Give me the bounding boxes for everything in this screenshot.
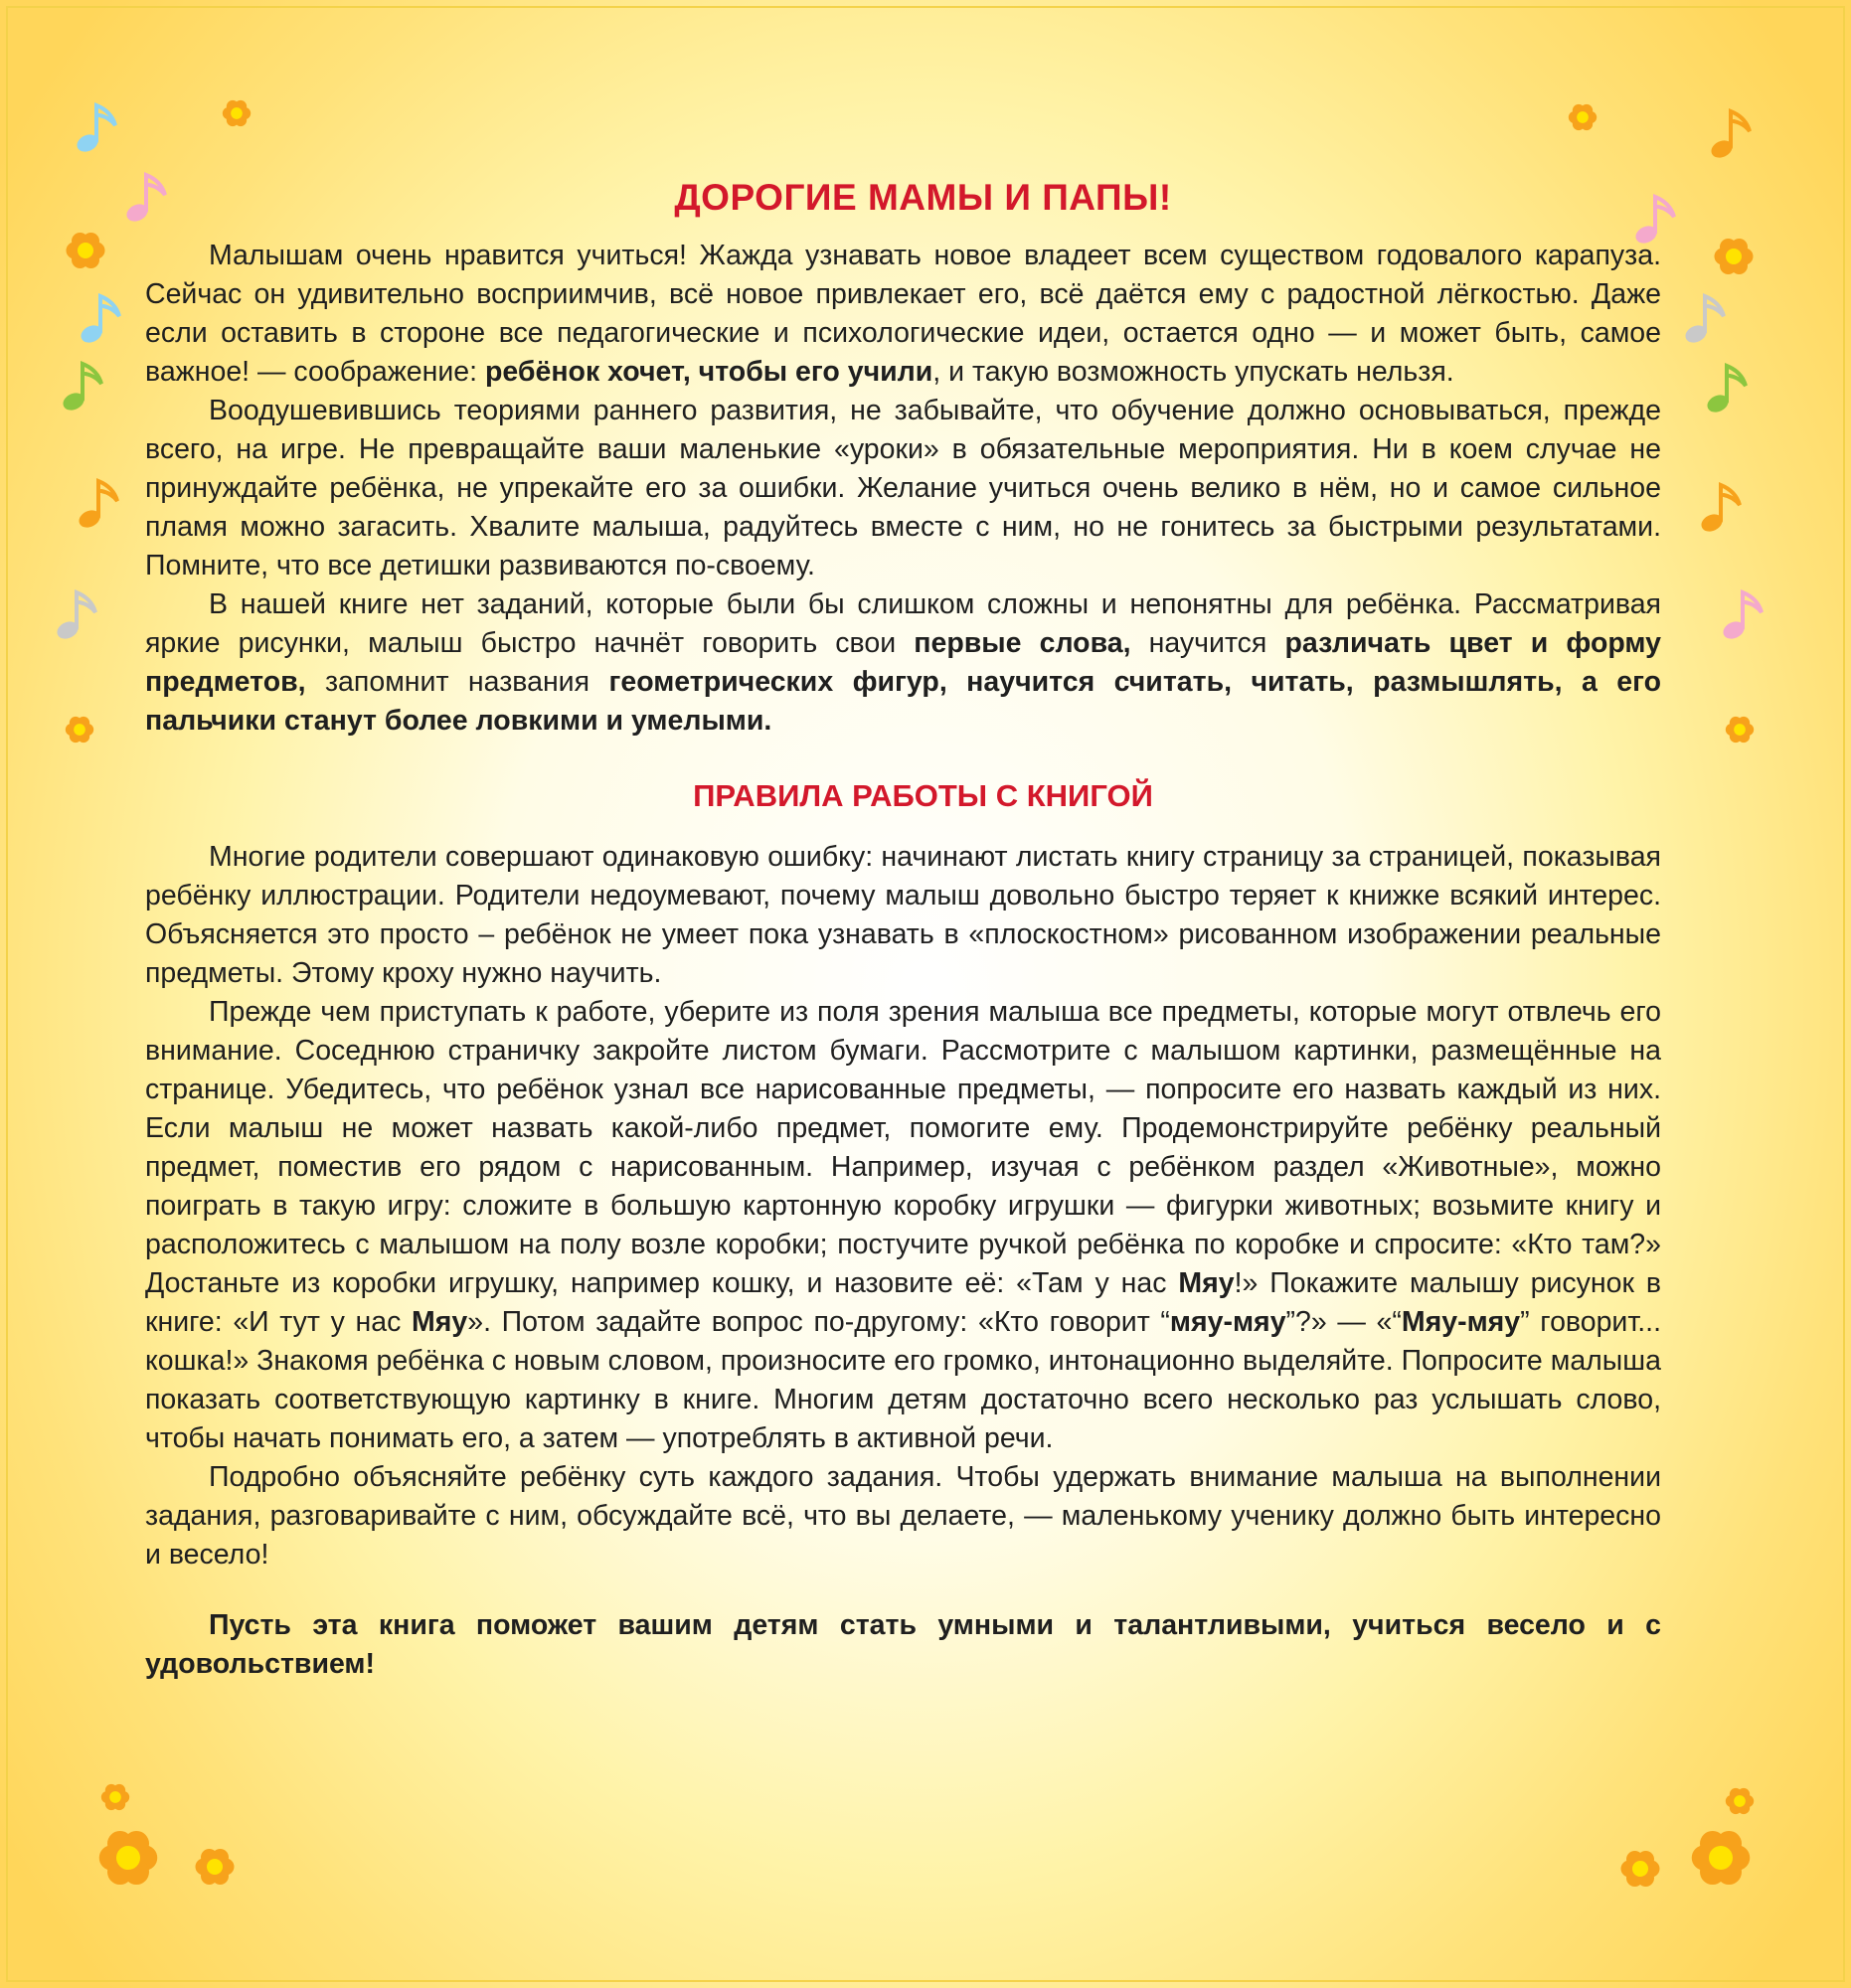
text-run: запомнит названия: [305, 666, 609, 698]
music-note-icon: [76, 288, 125, 348]
text-run: , и такую возможность упускать нельзя.: [932, 356, 1454, 388]
section-title: ПРАВИЛА РАБОТЫ С КНИГОЙ: [693, 778, 1153, 813]
flower-icon: [1712, 235, 1756, 278]
flower-icon: [64, 229, 107, 272]
flower-icon: [1688, 1825, 1754, 1891]
closing-wish: Пусть эта книга поможет вашим детям стать умными и талантливыми, учиться весело и с удовольствием!: [145, 1609, 1661, 1680]
intro-paragraph: [145, 392, 1661, 585]
music-note-icon: [1718, 584, 1767, 644]
music-note-icon: [72, 97, 121, 157]
text-run: Малышам очень нравится учиться! Жажда узнавать новое владеет всем существом годовалого карапуза. Сейчас он удивительно восприимчив, всё новое привлекает его, всё даётся ему с радостной лёгкостью. Даже если оставить в стороне все педагогические и психологические идеи, остается одно — и может быть, самое важное! — соображение:: [145, 240, 1661, 388]
rules-paragraph: [145, 838, 1661, 993]
text-run: научится: [1130, 627, 1285, 659]
flower-icon: [221, 97, 252, 129]
text-run: Многие родители совершают одинаковую ошибку: начинают листать книгу страницу за страницей, показывая ребёнку иллюстрации. Родители недоумевают, почему малыш довольно быстро теряет к книжке всякий интерес. Объясняется это просто – ребёнок не умеет пока узнавать в «плоскостном» рисованном изображении реальные предметы. Этому кроху нужно научить.: [145, 841, 1661, 989]
rules-paragraph: [145, 993, 1661, 1458]
text-run: Подробно объясняйте ребёнку суть каждого задания. Чтобы удержать внимание малыша на выполнении задания, разговаривайте с ним, обсуждайте всё, что вы делаете, — маленькому ученику должно быть интересно и весело!: [145, 1461, 1661, 1571]
flower-icon: [64, 714, 95, 746]
bold-text: первые слова,: [914, 627, 1131, 659]
rules-paragraph: [145, 1458, 1661, 1574]
music-note-icon: [1702, 358, 1752, 417]
bold-text: мяу-мяу: [1169, 1306, 1286, 1338]
text-run: ”?» — «“: [1285, 1306, 1402, 1338]
text-run: Воодушевившись теориями раннего развития, не забывайте, что обучение должно основываться, прежде всего, на игре. Не превращайте ваши маленькие «уроки» в обязательные мероприятия. Ни в коем случае не принуждайте ребёнка, не упрекайте его за ошибки. Желание учиться очень велико в нём, но и самое сильное пламя можно загасить. Хвалите малыша, радуйтесь вместе с ним, но не гонитесь за быстрыми результатами. Помните, что все детишки развиваются по-своему.: [145, 395, 1661, 581]
bold-text: Мяу: [412, 1306, 468, 1338]
letter-content: [145, 177, 1661, 1684]
flower-icon: [1618, 1847, 1662, 1891]
music-note-icon: [52, 584, 101, 644]
bold-text: различать цвет и форму предметов,: [145, 627, 1661, 698]
text-run: ». Потом задайте вопрос по-другому: «Кто говорит “: [467, 1306, 1170, 1338]
flower-icon: [1724, 714, 1756, 746]
intro-section: [145, 237, 1661, 741]
text-run: !» Покажите малышу рисунок в книге: «И тут у нас: [145, 1267, 1661, 1338]
bold-text: ребёнок хочет, чтобы его учили: [485, 356, 933, 388]
intro-paragraph: [145, 585, 1661, 741]
flower-icon: [95, 1825, 161, 1891]
intro-paragraph: [145, 237, 1661, 392]
bold-text: геометрических фигур, научится считать, читать, размышлять, а его пальчики станут более ловкими и умелыми.: [145, 666, 1661, 737]
rules-section: [145, 838, 1661, 1574]
music-note-icon: [1706, 103, 1756, 163]
bold-text: Мяу-мяу: [1401, 1306, 1521, 1338]
flower-icon: [1724, 1785, 1756, 1817]
flower-icon: [1567, 101, 1599, 133]
page-title: ДОРОГИЕ МАМЫ И ПАПЫ!: [674, 177, 1172, 218]
music-note-icon: [1680, 288, 1730, 348]
flower-icon: [99, 1781, 131, 1813]
text-run: В нашей книге нет заданий, которые были бы слишком сложны и непонятны для ребёнка. Рассматривая яркие рисунки, малыш быстро начнёт говорить свои: [145, 588, 1661, 659]
music-note-icon: [58, 356, 107, 415]
music-note-icon: [1696, 477, 1746, 537]
music-note-icon: [74, 473, 123, 533]
flower-icon: [193, 1845, 237, 1889]
bold-text: Мяу: [1178, 1267, 1235, 1299]
text-run: Прежде чем приступать к работе, уберите из поля зрения малыша все предметы, которые могут отвлечь его внимание. Соседнюю страничку закройте листом бумаги. Рассмотрите с малышом картинки, размещённые на странице. Убедитесь, что ребёнок узнал все нарисованные предметы, — попросите его назвать каждый из них. Если малыш не может назвать какой-либо предмет, помогите ему. Продемонстрируйте ребёнку реальный предмет, поместив его рядом с нарисованным. Например, изучая с ребёнком раздел «Животные», можно поиграть в такую игру: сложите в большую картонную коробку игрушки — фигурки животных; возьмите книгу и расположитесь с малышом на полу возле коробки; постучите ручкой ребёнка по коробке и спросите: «Кто там?» Достаньте из коробки игрушку, например кошку, и назовите её: «Там у нас: [145, 996, 1661, 1299]
text-run: ” говорит... кошка!» Знакомя ребёнка с новым словом, произносите его громко, интонационно выделяйте. Попросите малыша показать соответствующую картинку в книге. Многим детям достаточно всего несколько раз услышать слово, чтобы начать понимать его, а затем — употреблять в активной речи.: [145, 1306, 1662, 1454]
